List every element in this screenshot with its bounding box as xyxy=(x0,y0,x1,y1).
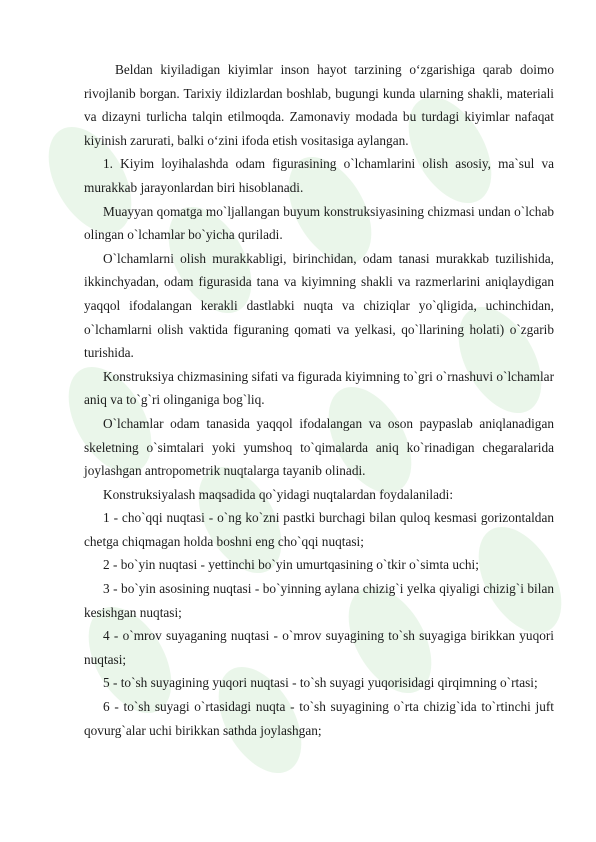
paragraph-intro: Beldan kiyiladigan kiyimlar inson hayot tarzining o‘zgarishiga qarab doimo rivojlanib borgan. Tarixiy ildizlardan boshlab, bugungi kunda ularning shakli, materiali va dizayni turlicha talqin etilmoqda. Zamonaviy modada bu turdagi kiyimlar nafaqat kiyinish zarurati, balki o‘zini ifoda etish vositasiga aylangan. xyxy=(84,62,554,148)
list-item-6: 6 - to`sh suyagi o`rtasidagi nuqta - to`sh suyagining o`rta chizig`ida to`rtinchi juft qovurg`alar uchi birikkan sathda joylashgan; xyxy=(84,699,554,738)
paragraph-1: 1. Kiyim loyihalashda odam figurasining o`lchamlarini olish asosiy, ma`sul va murakkab jarayonlardan biri hisoblanadi. xyxy=(84,156,554,195)
paragraph-4: Konstruksiya chizmasining sifati va figurada kiyimning to`gri o`rnashuvi o`lchamlar aniq va to`g`ri olinganiga bog`liq. xyxy=(84,368,554,408)
list-item-4: 4 - o`mrov suyaganing nuqtasi - o`mrov suyagining to`sh suyagiga birikkan yuqori nuqtasi; xyxy=(84,628,554,667)
paragraph-6: Konstruksiyalash maqsadida qo`yidagi nuqtalardan foydalaniladi: xyxy=(103,486,454,502)
list-item-2: 2 - bo`yin nuqtasi - yettinchi bo`yin umurtqasining o`tkir o`simta uchi; xyxy=(103,557,479,573)
paragraph-2: Muayyan qomatga mo`ljallangan buyum konstruksiyasining chizmasi undan o`lchab olingan o`lchamlar bo`yicha quriladi. xyxy=(84,203,554,243)
list-item-1: 1 - cho`qqi nuqtasi - o`ng ko`zni pastki burchagi bilan quloq kesmasi gorizontaldan chetga chiqmagan holda boshni eng cho`qqi nuqtasi; xyxy=(84,510,554,549)
list-item-3: 3 - bo`yin asosining nuqtasi - bo`yinning aylana chizig`i yelka qiyaligi chizig`i bilan kesishgan nuqtasi; xyxy=(84,581,554,620)
paragraph-3: O`lchamlarni olish murakkabligi, birinchidan, odam tanasi murakkab tuzilishida, ikkinchyadan, odam figurasida tana va kiyimning shakli va razmerlarini aniqlaydigan yaqqol ifodalangan kerakli dastlabki nuqta va chiziqlar yo`qligida, uchinchidan, o`lchamlarni olish vaktida figuraning qomati va yelkasi, qo`llarining holati) o`zgarib turishida. xyxy=(84,250,554,361)
paragraph-5: O`lchamlar odam tanasida yaqqol ifodalangan va oson paypaslab aniqlanadigan skeletning o`simtalari yoki yumshoq to`qimalarda aniq ko`rinadigan chegaralarida joylashgan antropometrik nuqtalarga tayanib olinadi. xyxy=(84,415,554,479)
document-body xyxy=(84,58,554,742)
list-item-5: 5 - to`sh suyagining yuqori nuqtasi - to`sh suyagi yuqorisidagi qirqimning o`rtasi; xyxy=(103,675,538,691)
